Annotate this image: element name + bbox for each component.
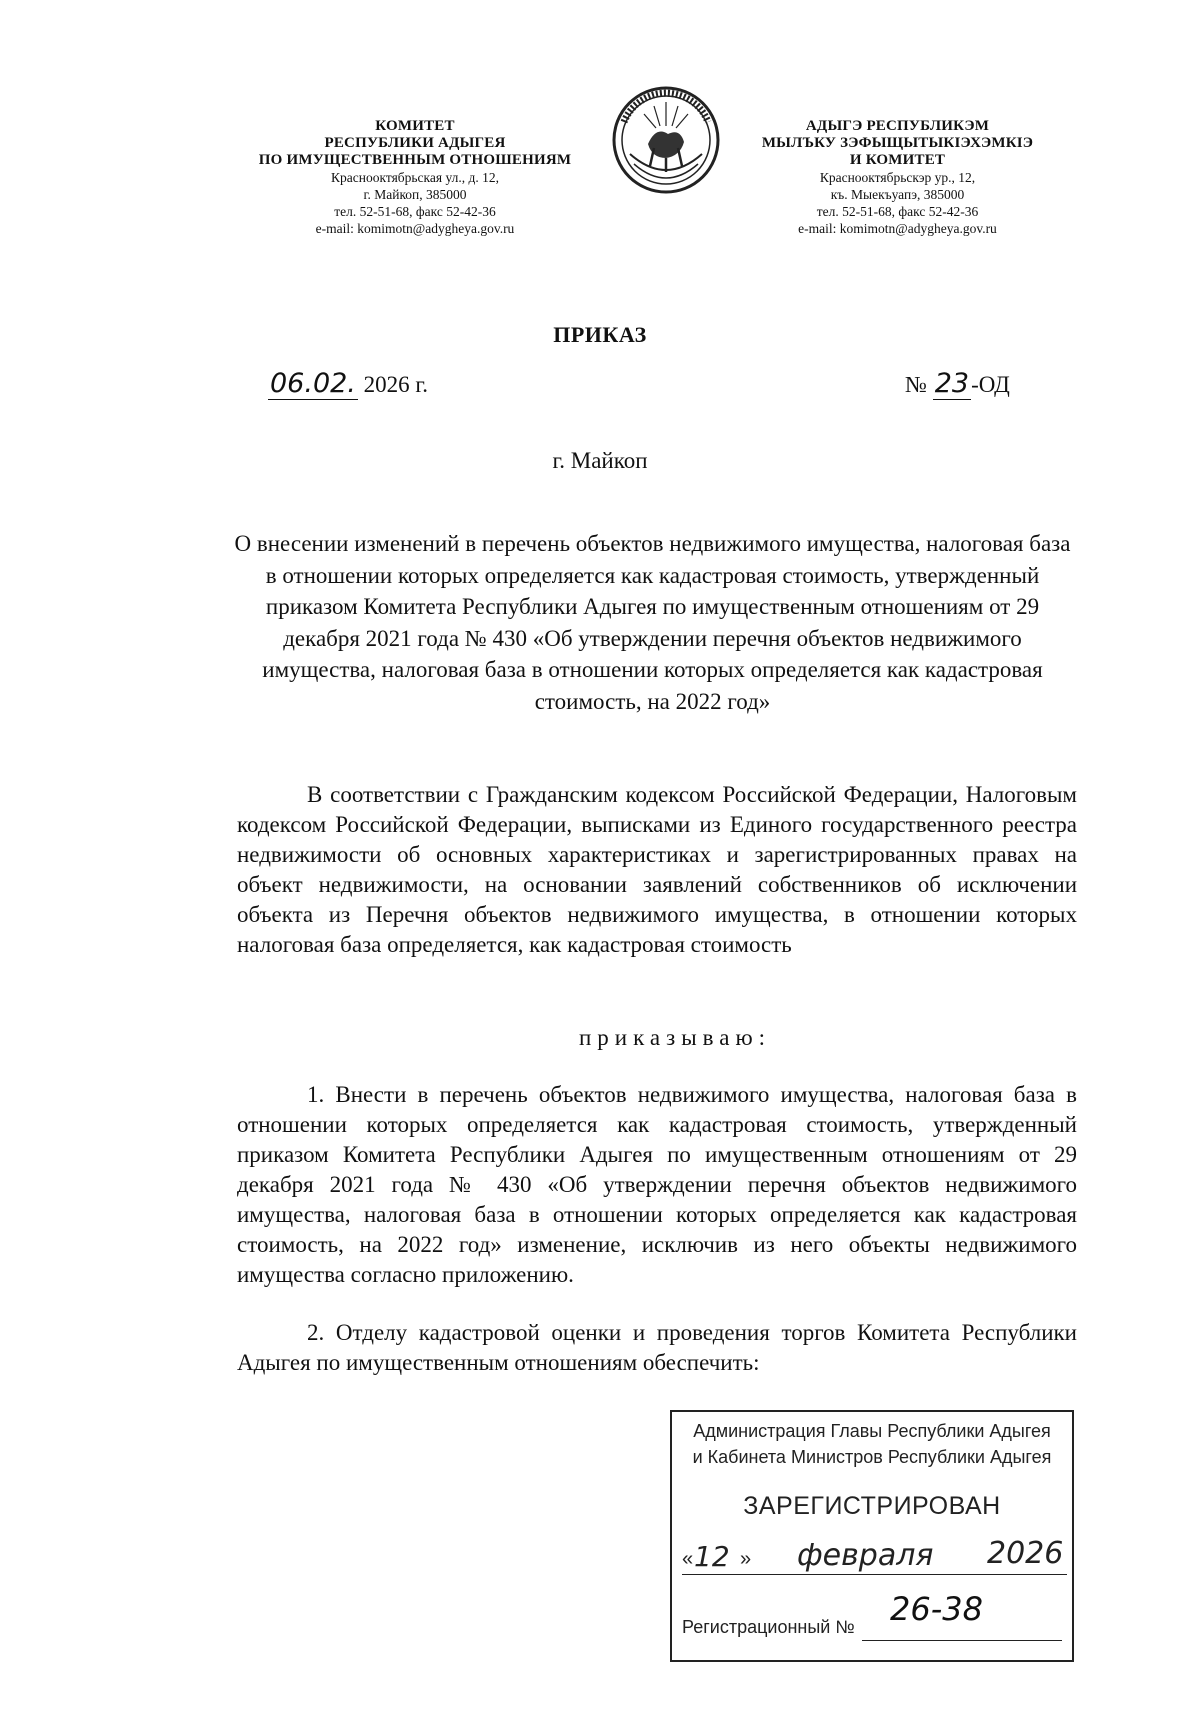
letterhead-right xyxy=(745,118,1050,237)
address-line: къ. Мыекъуапэ, 385000 xyxy=(830,187,965,202)
letterhead-left xyxy=(215,118,615,237)
quote-close: » xyxy=(740,1548,752,1570)
registration-stamp xyxy=(670,1410,1074,1662)
document-subject: О внесении изменений в перечень объектов недвижимого имущества, налоговая база в отношении которых определяется как кадастровая стоимость, утвержденный приказом Комитета Республики Адыгея по имущественным отношениям от 29 декабря 2021 года № 430 «Об утверждении перечня объектов недвижимого имущества, налоговая база в отношении которых определяется как кадастровая стоимость, на 2022 год» xyxy=(234,531,1071,714)
address-line: Краснооктябрьскэр ур., 12, xyxy=(819,170,976,185)
coat-of-arms-emblem xyxy=(610,82,722,198)
address-line: Краснооктябрьская ул., д. 12, xyxy=(331,170,499,185)
stamp-date xyxy=(682,1536,1067,1580)
stamp-day: 12 xyxy=(694,1540,730,1573)
city: г. Майкоп xyxy=(552,448,648,473)
stamp-organization xyxy=(672,1418,1072,1470)
org-name-line: МЫЛЪКУ ЗЭФЫЩЫТЫКIЭХЭМКIЭ xyxy=(761,135,1034,151)
address-line: г. Майкоп, 385000 xyxy=(363,187,467,202)
stamp-reg-number: 26-38 xyxy=(890,1590,983,1628)
handwritten-number: 23 xyxy=(934,368,970,399)
org-name-line: РЕСПУБЛИКИ АДЫГЕЯ xyxy=(324,135,506,151)
number-prefix: № xyxy=(905,372,927,397)
phone-line: тел. 52-51-68, факс 52-42-36 xyxy=(816,204,979,219)
preamble-paragraph: В соответствии с Гражданским кодексом Российской Федерации, Налоговым кодексом Российской Федерации, выписками из Единого государственного реестра недвижимости об основных характеристиках и зарегистрированных правах на объект недвижимости, на основании заявлений собственников об исключении объекта из Перечня объектов недвижимого имущества, в отношении которых налоговая база определяется, как кадастровая стоимость xyxy=(237,782,1077,957)
order-item-1: 1. Внести в перечень объектов недвижимого имущества, налоговая база в отношении которых определяется как кадастровая стоимость, утвержденный приказом Комитета Республики Адыгея по имущественным отношениям от 29 декабря 2021 года № 430 «Об утверждении перечня объектов недвижимого имущества, налоговая база в отношении которых определяется как кадастровая стоимость, на 2022 год» изменение, исключив из него объекты недвижимого имущества согласно приложению. xyxy=(237,1082,1077,1287)
stamp-status: ЗАРЕГИСТРИРОВАН xyxy=(743,1492,1001,1520)
org-name-line: ПО ИМУЩЕСТВЕННЫМ ОТНОШЕНИЯМ xyxy=(258,152,572,168)
stamp-reg-label: Регистрационный № xyxy=(682,1617,855,1637)
org-name-line: КОМИТЕТ xyxy=(375,118,455,134)
stamp-date-underline xyxy=(682,1574,1067,1575)
email-line: e-mail: komimotn@adygheya.gov.ru xyxy=(315,221,515,236)
stamp-org-line: и Кабинета Министров Республики Адыгея xyxy=(692,1447,1052,1467)
order-word: приказываю: xyxy=(578,1025,772,1050)
email-line: e-mail: komimotn@adygheya.gov.ru xyxy=(798,221,997,236)
org-name-line: И КОМИТЕТ xyxy=(849,152,946,168)
stamp-month: февраля xyxy=(797,1538,934,1573)
handwritten-date: 06.02. xyxy=(270,368,356,399)
order-item-2: 2. Отделу кадастровой оценки и проведения торгов Комитета Республики Адыгея по имущественным отношениям обеспечить: xyxy=(237,1320,1077,1375)
org-name-line: АДЫГЭ РЕСПУБЛИКЭМ xyxy=(805,118,990,134)
document-title: ПРИКАЗ xyxy=(553,322,647,347)
quote-open: « xyxy=(682,1548,694,1570)
order-number xyxy=(905,368,1010,400)
stamp-org-line: Администрация Главы Республики Адыгея xyxy=(693,1421,1051,1441)
stamp-year: 2026 xyxy=(987,1536,1064,1571)
order-date xyxy=(268,368,428,400)
date-year: 2026 г. xyxy=(363,372,428,397)
phone-line: тел. 52-51-68, факс 52-42-36 xyxy=(334,204,496,219)
number-suffix: -ОД xyxy=(971,372,1010,397)
stamp-number-underline xyxy=(862,1640,1062,1641)
